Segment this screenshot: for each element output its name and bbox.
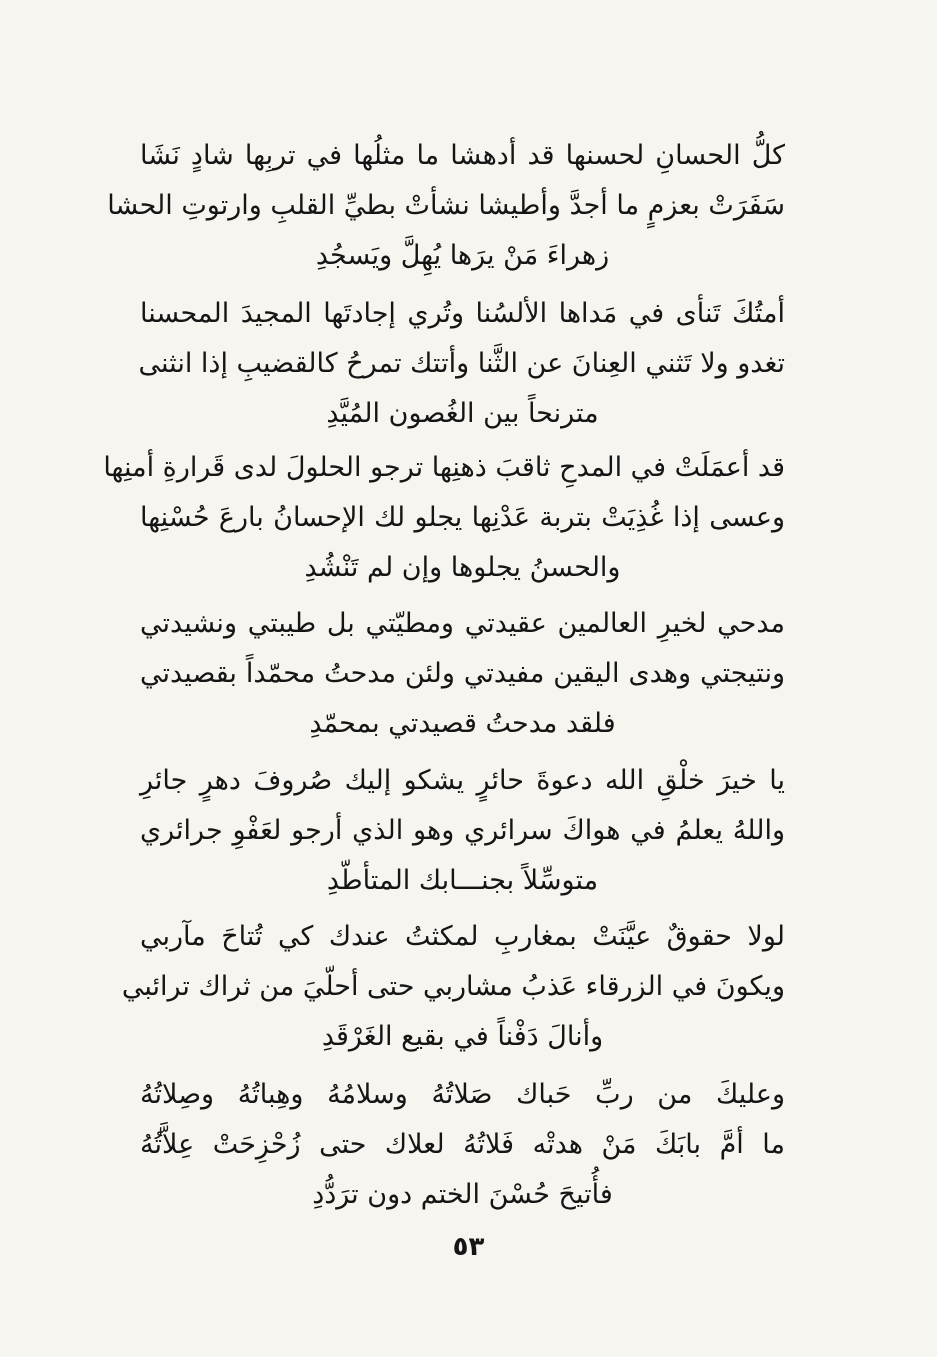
verse-line: تغدو ولا تَثني العِنانَ عن الثَّنا وأتتك تمرحُ كالقضيبِ إذا انثنى	[138, 348, 785, 379]
verse-line: ويكونَ في الزرقاء عَذبُ مشاربي حتى أحلّيَ من ثراك ترائبي	[121, 971, 785, 1002]
verse-closing-line: والحسنُ يجلوها وإن لم تَنْشُدِ	[304, 552, 621, 583]
verse-closing-line: فأُتيحَ حُسْنَ الختم دون ترَدُّدِ	[312, 1179, 613, 1210]
verse-line: يا خيرَ خلْقِ الله دعوةَ حائرٍ يشكو إليك صُروفَ دهرٍ جائرِ	[140, 765, 785, 796]
verse-line: سَفَرَتْ بعزمٍ ما أجدَّ وأطيشا نشأتْ بطيِّ القلبِ وارتوتِ الحشا	[107, 190, 785, 221]
verse-line: ونتيجتي وهدى اليقين مفيدتي ولئن مدحتُ محمّداً بقصيدتي	[140, 658, 785, 689]
verse-line: أمتُكَ تَنأى في مَداها الألسُنا وتُري إجادتَها المجيدَ المحسنا	[140, 298, 785, 329]
verse-closing-line: زهراءَ مَنْ يرَها يُهِلَّ ويَسجُدِ	[315, 240, 610, 271]
verse-line: كلُّ الحسانِ لحسنها قد أدهشا ما مثلُها في تربِها شادٍ نَشَا	[140, 140, 785, 171]
verse-closing-line: فلقد مدحتُ قصيدتي بمحمّدِ	[309, 708, 616, 739]
verse-line: مدحي لخيرِ العالمين عقيدتي ومطيّتي بل طيبتي ونشيدتي	[140, 608, 785, 639]
verse-line: ما أمَّ بابَكَ مَنْ هدتْه فَلاتُهُ لعلاك حتى زُحْزِحَتْ عِلاَّتُهُ	[140, 1129, 785, 1160]
verse-line: لولا حقوقٌ عيَّنَتْ بمغاربِ لمكثتُ عندك كي تُتاحَ مآربي	[140, 921, 785, 952]
verse-line: قد أعمَلَتْ في المدحِ ثاقبَ ذهنِها ترجو الحلولَ لدى قَرارةِ أمنِها	[103, 452, 785, 483]
verse-closing-line: وأنالَ دَفْناً في بقيع الغَرْقَدِ	[321, 1021, 604, 1052]
verse-line: واللهُ يعلمُ في هواكَ سرائري وهو الذي أرجو لعَفْوِ جرائري	[140, 815, 785, 846]
verse-closing-line: مترنحاً بين الغُصون المُيَّدِ	[326, 398, 599, 429]
verse-line: وعليكَ من ربِّ حَباك صَلاتُهُ وسلامُهُ وهِباتُهُ وصِلاتُهُ	[140, 1079, 785, 1110]
verse-closing-line: متوسِّلاً بجنـــابك المتأطّدِ	[326, 865, 599, 896]
verse-line: وعسى إذا غُذِيَتْ بتربة عَدْنِها يجلو لك الإحسانُ بارعَ حُسْنِها	[140, 502, 785, 533]
page-number: ٥٣	[452, 1232, 485, 1262]
